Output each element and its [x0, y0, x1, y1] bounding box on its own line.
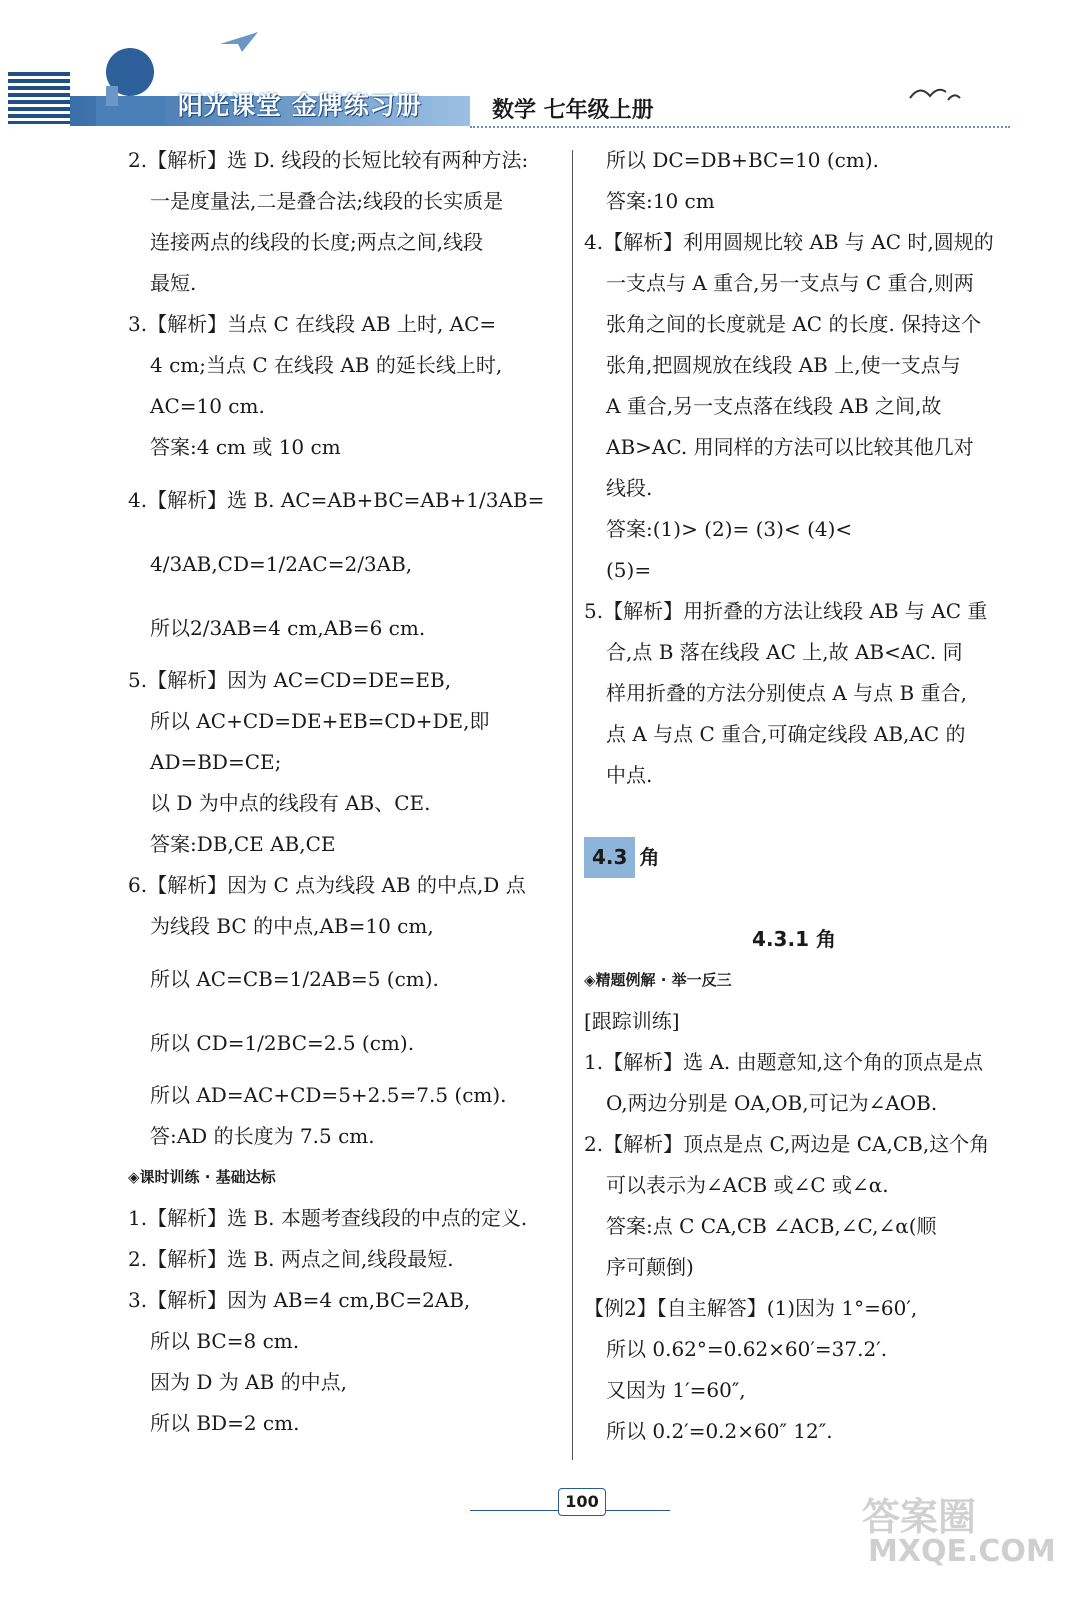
text-line: 所以 0.62°=0.62×60′=37.2′. — [606, 1337, 888, 1361]
chapter-tag: 4.3 — [584, 837, 635, 878]
text-line: 又因为 1′=60″, — [606, 1378, 746, 1402]
text-line: 1.【解析】选 A. 由题意知,这个角的顶点是点 — [584, 1050, 983, 1074]
text-line: O,两边分别是 OA,OB,可记为∠AOB. — [606, 1091, 938, 1115]
text-line: 答案:(1)> (2)= (3)< (4)< — [606, 517, 853, 541]
text-line: 所以 BD=2 cm. — [150, 1411, 300, 1435]
text-line: 所以 DC=DB+BC=10 (cm). — [606, 148, 880, 172]
book-brand: 阳光课堂 金牌练习册 — [178, 91, 422, 120]
text-line: 为线段 BC 的中点,AB=10 cm, — [150, 914, 434, 938]
text-line: 答案:点 C CA,CB ∠ACB,∠C,∠α(顺 — [606, 1214, 937, 1238]
text-line: 所以 0.2′=0.2×60″ 12″. — [606, 1419, 833, 1443]
birds-icon — [908, 80, 968, 110]
watermark-url: MXQE.COM — [868, 1534, 1056, 1569]
text-line — [584, 878, 1004, 919]
text-line — [584, 796, 1004, 837]
text-line: 4.【解析】利用圆规比较 AB 与 AC 时,圆规的 — [584, 230, 994, 254]
text-line: 张角,把圆规放在线段 AB 上,使一支点与 — [606, 353, 961, 377]
text-line: 6.【解析】因为 C 点为线段 AB 的中点,D 点 — [128, 873, 526, 897]
text-line: 序可颠倒) — [606, 1255, 694, 1279]
paper-plane-icon — [220, 30, 260, 54]
text-line: 所以 BC=8 cm. — [150, 1329, 300, 1353]
chapter-title: 角 — [639, 845, 660, 869]
text-line: 4.【解析】选 B. AC=AB+BC=AB+1/3AB= — [128, 488, 545, 512]
mascot-illustration — [86, 38, 176, 128]
text-line: 中点. — [606, 763, 653, 787]
text-line: 答案:4 cm 或 10 cm — [150, 435, 341, 459]
subsection-heading: 4.3.1 角 — [752, 927, 836, 951]
text-line: 5.【解析】用折叠的方法让线段 AB 与 AC 重 — [584, 599, 988, 623]
text-line: 所以 AC=CB=1/2AB=5 (cm). — [150, 967, 439, 991]
text-line: 所以 AC+CD=DE+EB=CD+DE,即 — [150, 709, 490, 733]
text-line: 因为 D 为 AB 的中点, — [150, 1370, 347, 1394]
text-line: 一支点与 A 重合,另一支点与 C 重合,则两 — [606, 271, 974, 295]
text-line: 合,点 B 落在线段 AC 上,故 AB<AC. 同 — [606, 640, 963, 664]
text-line: [跟踪训练] — [584, 1009, 680, 1033]
text-line: 连接两点的线段的长度;两点之间,线段 — [150, 230, 484, 254]
text-line: 可以表示为∠ACB 或∠C 或∠α. — [606, 1173, 889, 1197]
text-line: A 重合,另一支点落在线段 AB 之间,故 — [606, 394, 942, 418]
text-line: 以 D 为中点的线段有 AB、CE. — [150, 791, 431, 815]
text-line: AC=10 cm. — [150, 394, 265, 418]
header-dotted-rule — [470, 126, 1010, 128]
text-line: 2.【解析】选 B. 两点之间,线段最短. — [128, 1247, 454, 1271]
text-line: 3.【解析】当点 C 在线段 AB 上时, AC= — [128, 312, 497, 336]
text-line: 所以 AD=AC+CD=5+2.5=7.5 (cm). — [150, 1083, 507, 1107]
right-column — [584, 140, 1004, 1452]
text-line: 一是度量法,二是叠合法;线段的长实质是 — [150, 189, 504, 213]
text-line: 5.【解析】因为 AC=CD=DE=EB, — [128, 668, 452, 692]
text-line: 样用折叠的方法分别使点 A 与点 B 重合, — [606, 681, 967, 705]
text-line: 答:AD 的长度为 7.5 cm. — [150, 1124, 375, 1148]
header-stripes — [8, 72, 70, 124]
text-line: 所以2/3AB=4 cm,AB=6 cm. — [150, 616, 426, 640]
text-line: 张角之间的长度就是 AC 的长度. 保持这个 — [606, 312, 982, 336]
watermark-logo: 答案圈 — [862, 1495, 977, 1539]
section-heading: ◈精题例解 · 举一反三 — [584, 971, 732, 989]
text-line: 答案:10 cm — [606, 189, 715, 213]
text-line: 点 A 与点 C 重合,可确定线段 AB,AC 的 — [606, 722, 966, 746]
page-number: 100 — [558, 1488, 606, 1516]
text-line: 4/3AB,CD=1/2AC=2/3AB, — [150, 552, 413, 576]
left-column — [128, 140, 548, 1444]
chapter-heading — [584, 837, 1004, 878]
text-line: 3.【解析】因为 AB=4 cm,BC=2AB, — [128, 1288, 471, 1312]
text-line: 最短. — [150, 271, 197, 295]
text-line: 答案:DB,CE AB,CE — [150, 832, 336, 856]
page-header — [0, 0, 1066, 140]
text-line: 线段. — [606, 476, 653, 500]
text-line: AD=BD=CE; — [150, 750, 282, 774]
text-line: AB>AC. 用同样的方法可以比较其他几对 — [606, 435, 974, 459]
book-subject: 数学 七年级上册 — [492, 98, 654, 123]
column-divider — [572, 150, 573, 1460]
text-line: 4 cm;当点 C 在线段 AB 的延长线上时, — [150, 353, 503, 377]
text-line: 【例2】【自主解答】(1)因为 1°=60′, — [584, 1296, 918, 1320]
text-line: 2.【解析】选 D. 线段的长短比较有两种方法: — [128, 148, 529, 172]
text-line: 所以 CD=1/2BC=2.5 (cm). — [150, 1031, 415, 1055]
text-line: 2.【解析】顶点是点 C,两边是 CA,CB,这个角 — [584, 1132, 990, 1156]
text-line: (5)= — [606, 558, 652, 582]
section-heading: ◈课时训练 · 基础达标 — [128, 1168, 276, 1186]
text-line: 1.【解析】选 B. 本题考查线段的中点的定义. — [128, 1206, 528, 1230]
